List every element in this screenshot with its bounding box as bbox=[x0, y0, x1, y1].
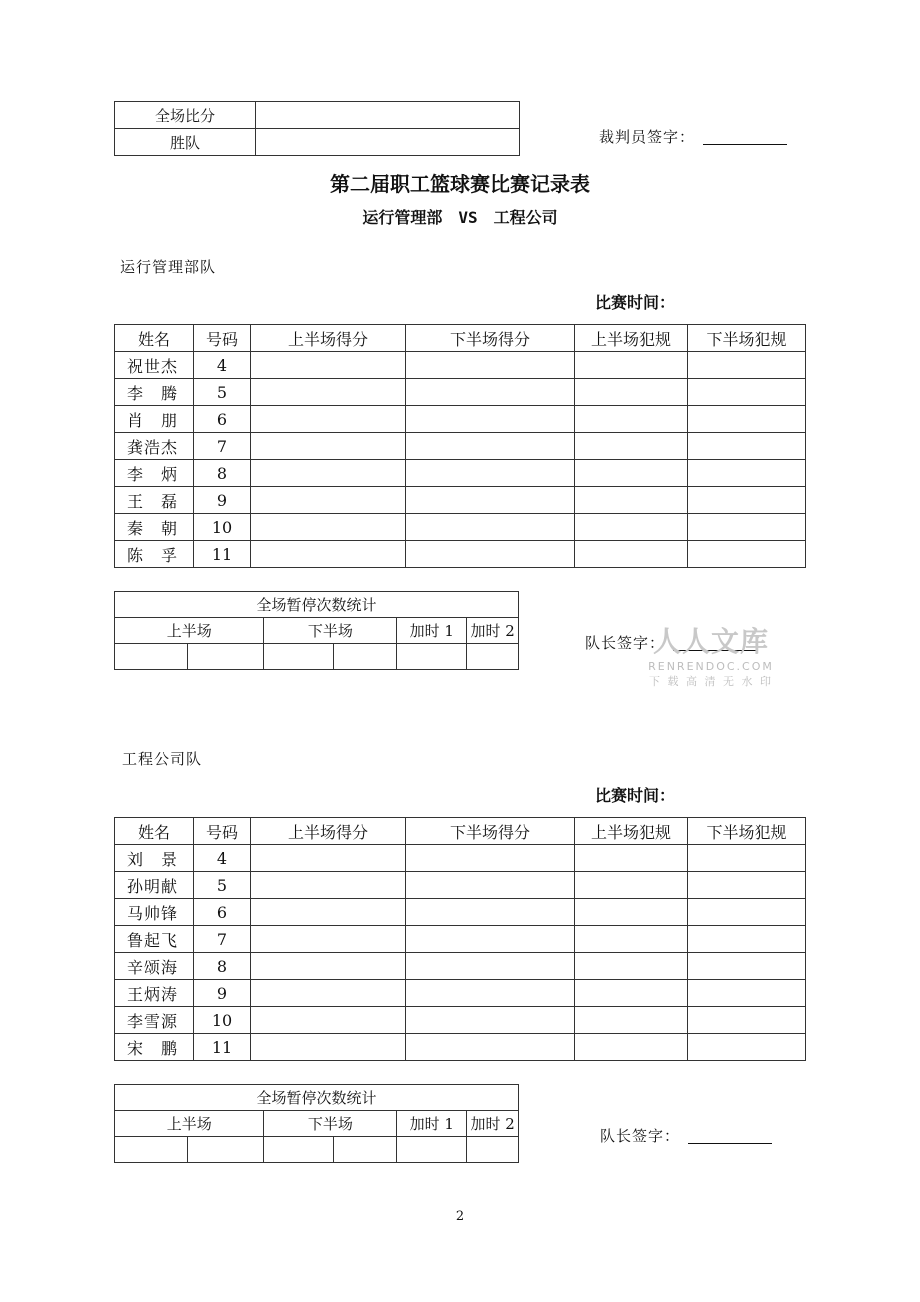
header-second-half-score: 下半场得分 bbox=[406, 818, 575, 845]
player-number: 7 bbox=[194, 926, 251, 953]
cell[interactable] bbox=[397, 1137, 467, 1163]
player-number: 11 bbox=[194, 1034, 251, 1061]
page-title: 第二届职工篮球赛比赛记录表 bbox=[330, 172, 590, 196]
cell[interactable] bbox=[334, 1137, 397, 1163]
referee-sign-line[interactable] bbox=[703, 132, 787, 145]
team2-match-time: 比赛时间： bbox=[595, 786, 676, 805]
cell[interactable] bbox=[688, 899, 806, 926]
player-name: 肖 朋 bbox=[115, 406, 194, 433]
team1-name: 运行管理部队 bbox=[120, 258, 217, 276]
header-name: 姓名 bbox=[115, 325, 194, 352]
table-row bbox=[115, 845, 806, 872]
team1-timeout-table bbox=[114, 591, 519, 670]
timeout-ot2: 加时 2 bbox=[467, 1111, 519, 1137]
cell[interactable] bbox=[575, 514, 688, 541]
cell[interactable] bbox=[575, 926, 688, 953]
cell[interactable] bbox=[334, 644, 397, 670]
cell[interactable] bbox=[251, 980, 406, 1007]
table-row bbox=[115, 1007, 806, 1034]
cell[interactable] bbox=[251, 1034, 406, 1061]
team2-name: 工程公司队 bbox=[122, 750, 203, 768]
cell[interactable] bbox=[575, 352, 688, 379]
table-row bbox=[115, 460, 806, 487]
cell[interactable] bbox=[406, 514, 575, 541]
header-first-half-fouls: 上半场犯规 bbox=[575, 818, 688, 845]
timeout-first-half: 上半场 bbox=[115, 618, 264, 644]
table-row bbox=[115, 980, 806, 1007]
cell[interactable] bbox=[575, 899, 688, 926]
player-number: 10 bbox=[194, 514, 251, 541]
table-row bbox=[115, 514, 806, 541]
cell[interactable] bbox=[688, 926, 806, 953]
player-number: 5 bbox=[194, 379, 251, 406]
cell[interactable] bbox=[115, 644, 188, 670]
table-row bbox=[115, 487, 806, 514]
team1-match-time: 比赛时间： bbox=[595, 293, 676, 312]
team1-roster-table bbox=[114, 324, 806, 568]
watermark-logo-text: 人人文库 bbox=[652, 625, 769, 658]
player-number: 6 bbox=[194, 899, 251, 926]
cell[interactable] bbox=[688, 1007, 806, 1034]
winner-cell[interactable] bbox=[256, 129, 520, 156]
timeout-title: 全场暂停次数统计 bbox=[115, 592, 519, 618]
header-second-half-fouls: 下半场犯规 bbox=[688, 818, 806, 845]
header-name: 姓名 bbox=[115, 818, 194, 845]
cell[interactable] bbox=[406, 953, 575, 980]
table-row bbox=[115, 1034, 806, 1061]
cell[interactable] bbox=[251, 433, 406, 460]
player-name: 孙明献 bbox=[115, 872, 194, 899]
cell[interactable] bbox=[264, 644, 334, 670]
cell[interactable] bbox=[188, 644, 264, 670]
table-row bbox=[115, 541, 806, 568]
header-first-half-score: 上半场得分 bbox=[251, 325, 406, 352]
player-name: 李 腾 bbox=[115, 379, 194, 406]
table-row bbox=[115, 406, 806, 433]
cell[interactable] bbox=[688, 460, 806, 487]
team2-roster-table bbox=[114, 817, 806, 1061]
watermark bbox=[648, 620, 774, 689]
cell[interactable] bbox=[575, 541, 688, 568]
cell[interactable] bbox=[575, 1007, 688, 1034]
player-number: 9 bbox=[194, 487, 251, 514]
header-number: 号码 bbox=[194, 818, 251, 845]
captain-sign-label: 队长签字： bbox=[600, 1127, 681, 1145]
player-number: 4 bbox=[194, 352, 251, 379]
cell[interactable] bbox=[251, 1007, 406, 1034]
cell[interactable] bbox=[406, 926, 575, 953]
table-row bbox=[115, 899, 806, 926]
player-name: 陈 孚 bbox=[115, 541, 194, 568]
header-number: 号码 bbox=[194, 325, 251, 352]
cell[interactable] bbox=[251, 514, 406, 541]
player-name: 刘 景 bbox=[115, 845, 194, 872]
table-row bbox=[115, 926, 806, 953]
player-number: 10 bbox=[194, 1007, 251, 1034]
player-number: 6 bbox=[194, 406, 251, 433]
score-summary-table bbox=[114, 101, 520, 156]
player-number: 8 bbox=[194, 953, 251, 980]
table-row bbox=[115, 953, 806, 980]
total-score-label: 全场比分 bbox=[115, 102, 256, 129]
cell[interactable] bbox=[251, 406, 406, 433]
header-first-half-score: 上半场得分 bbox=[251, 818, 406, 845]
cell[interactable] bbox=[575, 980, 688, 1007]
timeout-title: 全场暂停次数统计 bbox=[115, 1085, 519, 1111]
cell[interactable] bbox=[688, 845, 806, 872]
cell[interactable] bbox=[575, 379, 688, 406]
referee-sign-label: 裁判员签字： bbox=[599, 128, 696, 146]
player-number: 8 bbox=[194, 460, 251, 487]
cell[interactable] bbox=[467, 644, 519, 670]
captain-sign-line[interactable] bbox=[688, 1131, 772, 1144]
page-subtitle: 运行管理部 VS 工程公司 bbox=[362, 208, 558, 227]
player-name: 马帅锋 bbox=[115, 899, 194, 926]
cell[interactable] bbox=[406, 487, 575, 514]
timeout-ot1: 加时 1 bbox=[397, 1111, 467, 1137]
cell[interactable] bbox=[575, 953, 688, 980]
cell[interactable] bbox=[575, 460, 688, 487]
header-second-half-score: 下半场得分 bbox=[406, 325, 575, 352]
cell[interactable] bbox=[688, 352, 806, 379]
cell[interactable] bbox=[251, 872, 406, 899]
cell[interactable] bbox=[406, 406, 575, 433]
cell[interactable] bbox=[688, 953, 806, 980]
page-number: 2 bbox=[455, 1209, 465, 1224]
player-name: 王 磊 bbox=[115, 487, 194, 514]
player-number: 11 bbox=[194, 541, 251, 568]
cell[interactable] bbox=[264, 1137, 334, 1163]
timeout-second-half: 下半场 bbox=[264, 1111, 397, 1137]
cell[interactable] bbox=[251, 899, 406, 926]
header-first-half-fouls: 上半场犯规 bbox=[575, 325, 688, 352]
cell[interactable] bbox=[406, 1034, 575, 1061]
header-second-half-fouls: 下半场犯规 bbox=[688, 325, 806, 352]
cell[interactable] bbox=[688, 1034, 806, 1061]
player-name: 辛颂海 bbox=[115, 953, 194, 980]
table-row bbox=[115, 872, 806, 899]
cell[interactable] bbox=[188, 1137, 264, 1163]
table-row bbox=[115, 379, 806, 406]
cell[interactable] bbox=[467, 1137, 519, 1163]
cell[interactable] bbox=[688, 872, 806, 899]
player-name: 龚浩杰 bbox=[115, 433, 194, 460]
cell[interactable] bbox=[575, 872, 688, 899]
player-number: 4 bbox=[194, 845, 251, 872]
team2-captain-signature bbox=[600, 1125, 772, 1146]
watermark-tagline: 下 载 高 清 无 水 印 bbox=[649, 675, 773, 688]
cell[interactable] bbox=[688, 514, 806, 541]
player-name: 鲁起飞 bbox=[115, 926, 194, 953]
table-row bbox=[115, 352, 806, 379]
cell[interactable] bbox=[688, 433, 806, 460]
referee-signature bbox=[599, 126, 787, 147]
cell[interactable] bbox=[406, 872, 575, 899]
cell[interactable] bbox=[406, 1007, 575, 1034]
team2-timeout-table bbox=[114, 1084, 519, 1163]
watermark-domain: RENRENDOC.COM bbox=[648, 660, 774, 673]
cell[interactable] bbox=[688, 379, 806, 406]
cell[interactable] bbox=[251, 460, 406, 487]
player-number: 7 bbox=[194, 433, 251, 460]
cell[interactable] bbox=[688, 541, 806, 568]
cell[interactable] bbox=[575, 433, 688, 460]
team2-header-row bbox=[115, 818, 806, 845]
cell[interactable] bbox=[406, 899, 575, 926]
cell[interactable] bbox=[688, 487, 806, 514]
timeout-ot1: 加时 1 bbox=[397, 618, 467, 644]
player-number: 9 bbox=[194, 980, 251, 1007]
cell[interactable] bbox=[251, 352, 406, 379]
cell[interactable] bbox=[251, 953, 406, 980]
timeout-ot2: 加时 2 bbox=[467, 618, 519, 644]
player-name: 祝世杰 bbox=[115, 352, 194, 379]
team1-header-row bbox=[115, 325, 806, 352]
cell[interactable] bbox=[575, 487, 688, 514]
cell[interactable] bbox=[575, 845, 688, 872]
cell[interactable] bbox=[688, 406, 806, 433]
cell[interactable] bbox=[406, 460, 575, 487]
player-name: 宋 鹏 bbox=[115, 1034, 194, 1061]
cell[interactable] bbox=[406, 433, 575, 460]
winner-label: 胜队 bbox=[115, 129, 256, 156]
player-number: 5 bbox=[194, 872, 251, 899]
timeout-first-half: 上半场 bbox=[115, 1111, 264, 1137]
player-name: 秦 朝 bbox=[115, 514, 194, 541]
total-score-cell[interactable] bbox=[256, 102, 520, 129]
cell[interactable] bbox=[251, 487, 406, 514]
cell[interactable] bbox=[406, 980, 575, 1007]
captain-sign-label: 队长签字： bbox=[585, 634, 666, 652]
player-name: 李雪源 bbox=[115, 1007, 194, 1034]
table-row bbox=[115, 433, 806, 460]
cell[interactable] bbox=[575, 1034, 688, 1061]
player-name: 王炳涛 bbox=[115, 980, 194, 1007]
player-name: 李 炳 bbox=[115, 460, 194, 487]
timeout-second-half: 下半场 bbox=[264, 618, 397, 644]
cell[interactable] bbox=[688, 980, 806, 1007]
cell[interactable] bbox=[115, 1137, 188, 1163]
cell[interactable] bbox=[575, 406, 688, 433]
cell[interactable] bbox=[406, 352, 575, 379]
cell[interactable] bbox=[406, 845, 575, 872]
cell[interactable] bbox=[397, 644, 467, 670]
cell[interactable] bbox=[251, 845, 406, 872]
cell[interactable] bbox=[251, 541, 406, 568]
cell[interactable] bbox=[251, 379, 406, 406]
cell[interactable] bbox=[406, 541, 575, 568]
cell[interactable] bbox=[251, 926, 406, 953]
cell[interactable] bbox=[406, 379, 575, 406]
